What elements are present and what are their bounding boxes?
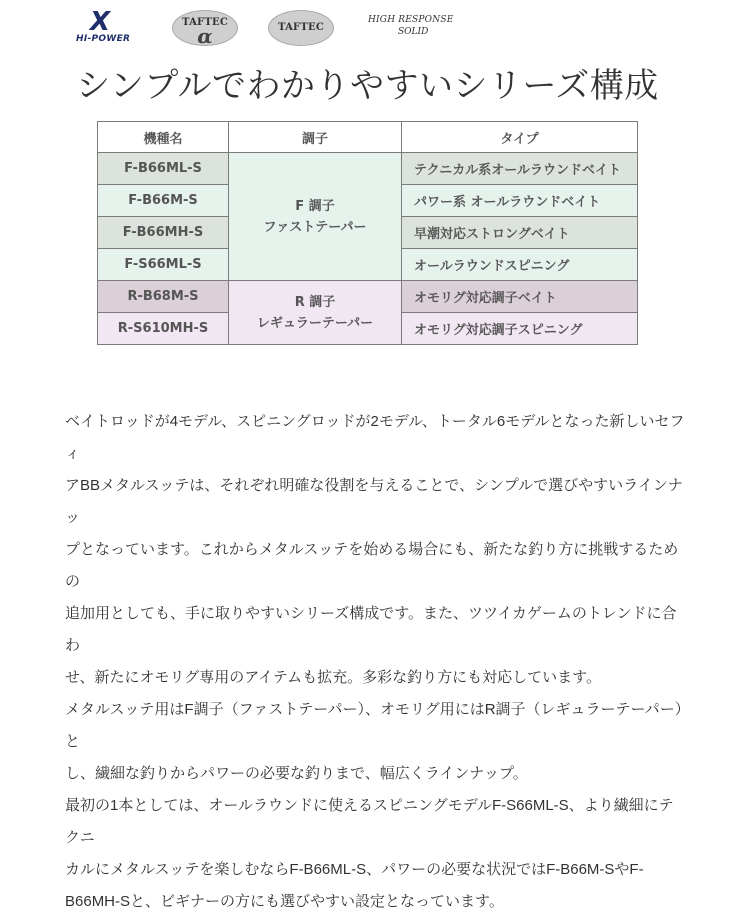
taftec-badge xyxy=(268,10,334,46)
body-line: カルにメタルスッテを楽しむならF-B66ML-S、パワーの必要な状況ではF-B66M-SやF- xyxy=(65,861,644,878)
x-mark-logo: X xyxy=(90,7,111,37)
body-line: せ、新たにオモリグ専用のアイテムも拡充。多彩な釣り方にも対応しています。 xyxy=(65,669,601,686)
page-headline: シンプルでわかりやすいシリーズ構成 xyxy=(76,66,659,106)
type-cell: パワー系 オールラウンドベイト xyxy=(402,185,638,217)
high-response-text: HIGH RESPONSE xyxy=(368,15,454,25)
model-cell: F-B66MH-S xyxy=(98,217,229,249)
body-line: メタルスッテ用はF調子（ファストテーパー）、オモリグ用にはR調子（レギュラーテーパー）と xyxy=(65,701,683,750)
solid-text: SOLID xyxy=(398,27,429,37)
model-cell: F-B66M-S xyxy=(98,185,229,217)
type-cell: オモリグ対応調子ベイト xyxy=(402,281,638,313)
body-line: B66MH-Sと、ビギナーの方にも選びやすい設定となっています。 xyxy=(65,893,504,910)
body-line: アBBメタルスッテは、それぞれ明確な役割を与えることで、シンプルで選びやすいラインナッ xyxy=(65,477,683,526)
alpha-symbol: α xyxy=(197,24,213,48)
header-tone: 調子 xyxy=(229,122,402,153)
taftec-alpha-text: TAFTEC xyxy=(182,17,228,28)
body-line: し、繊細な釣りからパワーの必要な釣りまで、幅広くラインナップ。 xyxy=(65,765,528,782)
taftec-alpha-logo xyxy=(172,8,238,48)
type-cell: オールラウンドスピニング xyxy=(402,249,638,281)
tone-r-label: R 調子 xyxy=(294,294,336,310)
type-cell: オモリグ対応調子スピニング xyxy=(402,313,638,345)
type-cell: テクニカル系オールラウンドベイト xyxy=(402,153,638,185)
tone-r-sublabel: レギュラーテーパー xyxy=(256,315,374,331)
tone-f-label: F 調子 xyxy=(295,198,335,214)
description-text xyxy=(65,406,685,918)
table-row xyxy=(98,153,638,185)
tone-f-sublabel: ファストテーパー xyxy=(263,219,367,235)
logo-strip xyxy=(68,8,668,48)
taftec-alpha-badge xyxy=(172,10,238,46)
body-line: プとなっています。これからメタルスッテを始める場合にも、新たな釣り方に挑戦するための xyxy=(65,541,679,590)
series-table xyxy=(97,121,638,345)
header-model: 機種名 xyxy=(98,122,229,153)
tone-r-cell xyxy=(229,281,402,345)
hi-power-text: HI-POWER xyxy=(76,34,131,44)
taftec-text: TAFTEC xyxy=(278,22,324,33)
model-cell: R-S610MH-S xyxy=(98,313,229,345)
type-cell: 早潮対応ストロングベイト xyxy=(402,217,638,249)
body-line: ベイトロッドが4モデル、スピニングロッドが2モデル、トータル6モデルとなった新しいセフィ xyxy=(65,413,685,462)
model-cell: F-S66ML-S xyxy=(98,249,229,281)
x-hi-power-logo xyxy=(68,8,152,48)
table-header-row xyxy=(98,122,638,153)
model-cell: R-B68M-S xyxy=(98,281,229,313)
body-line: 追加用としても、手に取りやすいシリーズ構成です。また、ツツイカゲームのトレンドに合わ xyxy=(65,605,677,654)
taftec-logo xyxy=(268,8,334,48)
header-type: タイプ xyxy=(402,122,638,153)
model-cell: F-B66ML-S xyxy=(98,153,229,185)
body-line: 最初の1本としては、オールラウンドに使えるスピニングモデルF-S66ML-S、より繊細にテクニ xyxy=(65,797,674,846)
high-response-solid-logo xyxy=(368,8,478,48)
table-row xyxy=(98,281,638,313)
tone-f-cell xyxy=(229,153,402,281)
